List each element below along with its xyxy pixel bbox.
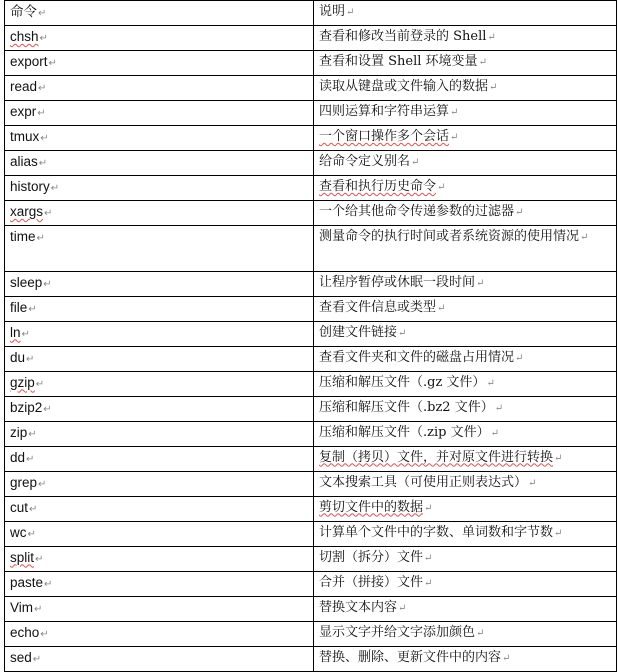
description-text: 读取从键盘或文件输入的数据 <box>319 79 489 94</box>
table-row <box>5 646 617 671</box>
command-cell <box>5 201 314 226</box>
description-text: 复制（拷贝）文件，并对原文件进行转换 <box>319 449 554 465</box>
description-cell <box>314 346 617 371</box>
paragraph-mark-icon: ↵ <box>38 478 47 490</box>
description-cell <box>314 226 617 272</box>
description-text: 查看文件夹和文件的磁盘占用情况 <box>319 349 515 365</box>
command-name: echo <box>10 624 40 640</box>
description-text: 一个给其他命令传递参数的过滤器 <box>319 204 515 219</box>
table-header-row <box>5 1 617 26</box>
paragraph-mark-icon: ↵ <box>437 302 446 314</box>
command-name: grep <box>10 474 38 490</box>
paragraph-mark-icon: ↵ <box>528 477 537 489</box>
paragraph-mark-icon: ↵ <box>28 428 37 440</box>
paragraph-mark-icon: ↵ <box>26 353 35 365</box>
table-row <box>5 621 617 646</box>
paragraph-mark-icon: ↵ <box>44 208 53 219</box>
description-text: 文本搜索工具（可使用正则表达式） <box>319 474 528 490</box>
description-cell <box>314 471 617 496</box>
table-row <box>5 571 617 596</box>
description-cell <box>314 76 617 101</box>
command-name: wc <box>10 524 27 540</box>
header-description-cell <box>314 1 617 26</box>
description-text: 计算单个文件中的字数、单词数和字节数 <box>319 524 554 540</box>
paragraph-mark-icon: ↵ <box>515 207 524 218</box>
description-text: 显示文字并给文字添加颜色 <box>319 624 476 640</box>
table-row <box>5 101 617 126</box>
paragraph-mark-icon: ↵ <box>38 8 47 19</box>
command-name: bzip2 <box>10 399 43 415</box>
header-command-label: 命令 <box>10 4 37 19</box>
table-row <box>5 346 617 371</box>
paragraph-mark-icon: ↵ <box>26 453 35 465</box>
description-text: 替换、删除、更新文件中的内容 <box>319 649 502 665</box>
paragraph-mark-icon: ↵ <box>554 452 563 464</box>
paragraph-mark-icon: ↵ <box>21 328 30 340</box>
command-cell <box>5 271 314 296</box>
description-text: 压缩和解压文件（.bz2 文件） <box>319 399 494 415</box>
command-cell <box>5 421 314 446</box>
paragraph-mark-icon: ↵ <box>437 182 446 193</box>
table-row <box>5 396 617 421</box>
table-row <box>5 546 617 571</box>
command-name: alias <box>10 154 38 169</box>
table-row <box>5 521 617 546</box>
paragraph-mark-icon: ↵ <box>450 132 459 143</box>
table-row <box>5 496 617 521</box>
command-cell <box>5 571 314 596</box>
description-cell <box>314 151 617 176</box>
command-cell <box>5 596 314 621</box>
paragraph-mark-icon: ↵ <box>489 82 498 93</box>
command-cell <box>5 51 314 76</box>
description-text: 创建文件链接 <box>319 324 398 340</box>
command-cell <box>5 101 314 126</box>
table-row <box>5 26 617 51</box>
paragraph-mark-icon: ↵ <box>43 403 52 415</box>
paragraph-mark-icon: ↵ <box>43 278 52 290</box>
table-row <box>5 226 617 272</box>
description-text: 让程序暂停或休眠一段时间 <box>319 274 476 290</box>
description-text: 压缩和解压文件（.zip 文件） <box>319 424 490 440</box>
paragraph-mark-icon: ↵ <box>29 503 38 515</box>
paragraph-mark-icon: ↵ <box>346 7 355 18</box>
description-cell <box>314 321 617 346</box>
description-cell <box>314 296 617 321</box>
command-cell <box>5 646 314 671</box>
command-cell <box>5 226 314 272</box>
command-name: split <box>10 549 35 565</box>
command-name: sed <box>10 649 32 665</box>
description-cell <box>314 596 617 621</box>
paragraph-mark-icon: ↵ <box>411 157 420 168</box>
description-text: 查看文件信息或类型 <box>319 299 437 315</box>
paragraph-mark-icon: ↵ <box>32 653 42 665</box>
command-cell <box>5 296 314 321</box>
description-cell <box>314 101 617 126</box>
description-text: 合并（拼接）文件 <box>319 574 424 590</box>
paragraph-mark-icon: ↵ <box>494 402 504 414</box>
paragraph-mark-icon: ↵ <box>424 577 433 589</box>
command-cell <box>5 546 314 571</box>
description-text: 查看和修改当前登录的 Shell <box>319 29 487 44</box>
command-cell <box>5 151 314 176</box>
paragraph-mark-icon: ↵ <box>38 158 48 169</box>
description-text: 测量命令的执行时间或者系统资源的使用情况 <box>319 229 580 244</box>
paragraph-mark-icon: ↵ <box>515 352 524 364</box>
description-cell <box>314 521 617 546</box>
table-row <box>5 446 617 471</box>
table-row <box>5 296 617 321</box>
paragraph-mark-icon: ↵ <box>40 628 49 640</box>
command-name: expr <box>10 104 37 119</box>
command-name: export <box>10 54 48 69</box>
table-row <box>5 126 617 151</box>
paragraph-mark-icon: ↵ <box>50 183 60 194</box>
description-cell <box>314 176 617 201</box>
command-name: chsh <box>10 29 39 44</box>
paragraph-mark-icon: ↵ <box>398 327 407 339</box>
paragraph-mark-icon: ↵ <box>35 378 45 390</box>
description-cell <box>314 571 617 596</box>
table-row <box>5 421 617 446</box>
command-cell <box>5 26 314 51</box>
command-name: time <box>10 229 36 244</box>
table-row <box>5 371 617 396</box>
description-cell <box>314 201 617 226</box>
table-row <box>5 201 617 226</box>
command-cell <box>5 621 314 646</box>
command-name: gzip <box>10 374 35 390</box>
command-cell <box>5 176 314 201</box>
description-text: 查看和执行历史命令 <box>319 179 437 194</box>
description-cell <box>314 371 617 396</box>
table-row <box>5 596 617 621</box>
command-cell <box>5 471 314 496</box>
description-cell <box>314 421 617 446</box>
paragraph-mark-icon: ↵ <box>476 277 485 289</box>
description-text: 查看和设置 Shell 环境变量 <box>319 54 478 69</box>
description-cell <box>314 546 617 571</box>
commands-table-body <box>5 1 617 672</box>
table-row <box>5 51 617 76</box>
command-name: read <box>10 79 38 94</box>
description-cell <box>314 621 617 646</box>
header-command-cell <box>5 1 314 26</box>
paragraph-mark-icon: ↵ <box>40 133 49 144</box>
command-name: Vim <box>10 599 34 615</box>
table-row <box>5 471 617 496</box>
description-cell <box>314 26 617 51</box>
description-cell <box>314 496 617 521</box>
description-cell <box>314 51 617 76</box>
command-name: paste <box>10 574 44 590</box>
command-cell <box>5 321 314 346</box>
paragraph-mark-icon: ↵ <box>487 32 496 43</box>
command-name: sleep <box>10 274 43 290</box>
description-text: 给命令定义别名 <box>319 154 411 169</box>
command-name: cut <box>10 499 29 515</box>
command-cell <box>5 76 314 101</box>
command-cell <box>5 521 314 546</box>
description-text: 切割（拆分）文件 <box>319 549 424 565</box>
description-text: 四则运算和字符串运算 <box>319 104 450 119</box>
command-cell <box>5 396 314 421</box>
command-cell <box>5 496 314 521</box>
paragraph-mark-icon: ↵ <box>34 603 43 615</box>
command-cell <box>5 371 314 396</box>
command-cell <box>5 346 314 371</box>
paragraph-mark-icon: ↵ <box>554 527 563 539</box>
command-name: ln <box>10 324 21 340</box>
paragraph-mark-icon: ↵ <box>502 652 511 664</box>
command-name: history <box>10 179 50 194</box>
description-cell <box>314 646 617 671</box>
table-row <box>5 271 617 296</box>
command-cell <box>5 446 314 471</box>
command-cell <box>5 126 314 151</box>
paragraph-mark-icon: ↵ <box>486 377 495 389</box>
paragraph-mark-icon: ↵ <box>398 602 407 614</box>
paragraph-mark-icon: ↵ <box>44 578 53 590</box>
command-name: tmux <box>10 129 40 144</box>
description-text: 剪切文件中的数据 <box>319 499 424 515</box>
command-name: file <box>10 299 28 315</box>
paragraph-mark-icon: ↵ <box>48 58 57 69</box>
description-cell <box>314 126 617 151</box>
paragraph-mark-icon: ↵ <box>450 107 459 118</box>
description-cell <box>314 396 617 421</box>
paragraph-mark-icon: ↵ <box>580 232 589 243</box>
paragraph-mark-icon: ↵ <box>37 108 46 119</box>
paragraph-mark-icon: ↵ <box>424 502 433 514</box>
description-cell <box>314 271 617 296</box>
paragraph-mark-icon: ↵ <box>478 57 487 68</box>
paragraph-mark-icon: ↵ <box>476 627 485 639</box>
paragraph-mark-icon: ↵ <box>490 427 499 439</box>
command-name: zip <box>10 424 28 440</box>
table-row <box>5 76 617 101</box>
command-name: dd <box>10 449 26 465</box>
header-description-label: 说明 <box>319 4 346 19</box>
description-cell <box>314 446 617 471</box>
paragraph-mark-icon: ↵ <box>39 33 48 44</box>
command-name: xargs <box>10 204 44 219</box>
paragraph-mark-icon: ↵ <box>28 303 37 315</box>
commands-table <box>4 0 617 672</box>
paragraph-mark-icon: ↵ <box>36 233 45 244</box>
description-text: 替换文本内容 <box>319 599 398 615</box>
description-text: 压缩和解压文件（.gz 文件） <box>319 374 486 390</box>
paragraph-mark-icon: ↵ <box>35 553 44 565</box>
paragraph-mark-icon: ↵ <box>27 528 36 540</box>
command-name: du <box>10 349 26 365</box>
table-row <box>5 176 617 201</box>
table-row <box>5 321 617 346</box>
table-row <box>5 151 617 176</box>
paragraph-mark-icon: ↵ <box>38 83 47 94</box>
paragraph-mark-icon: ↵ <box>424 552 433 564</box>
description-text: 一个窗口操作多个会话 <box>319 129 450 144</box>
